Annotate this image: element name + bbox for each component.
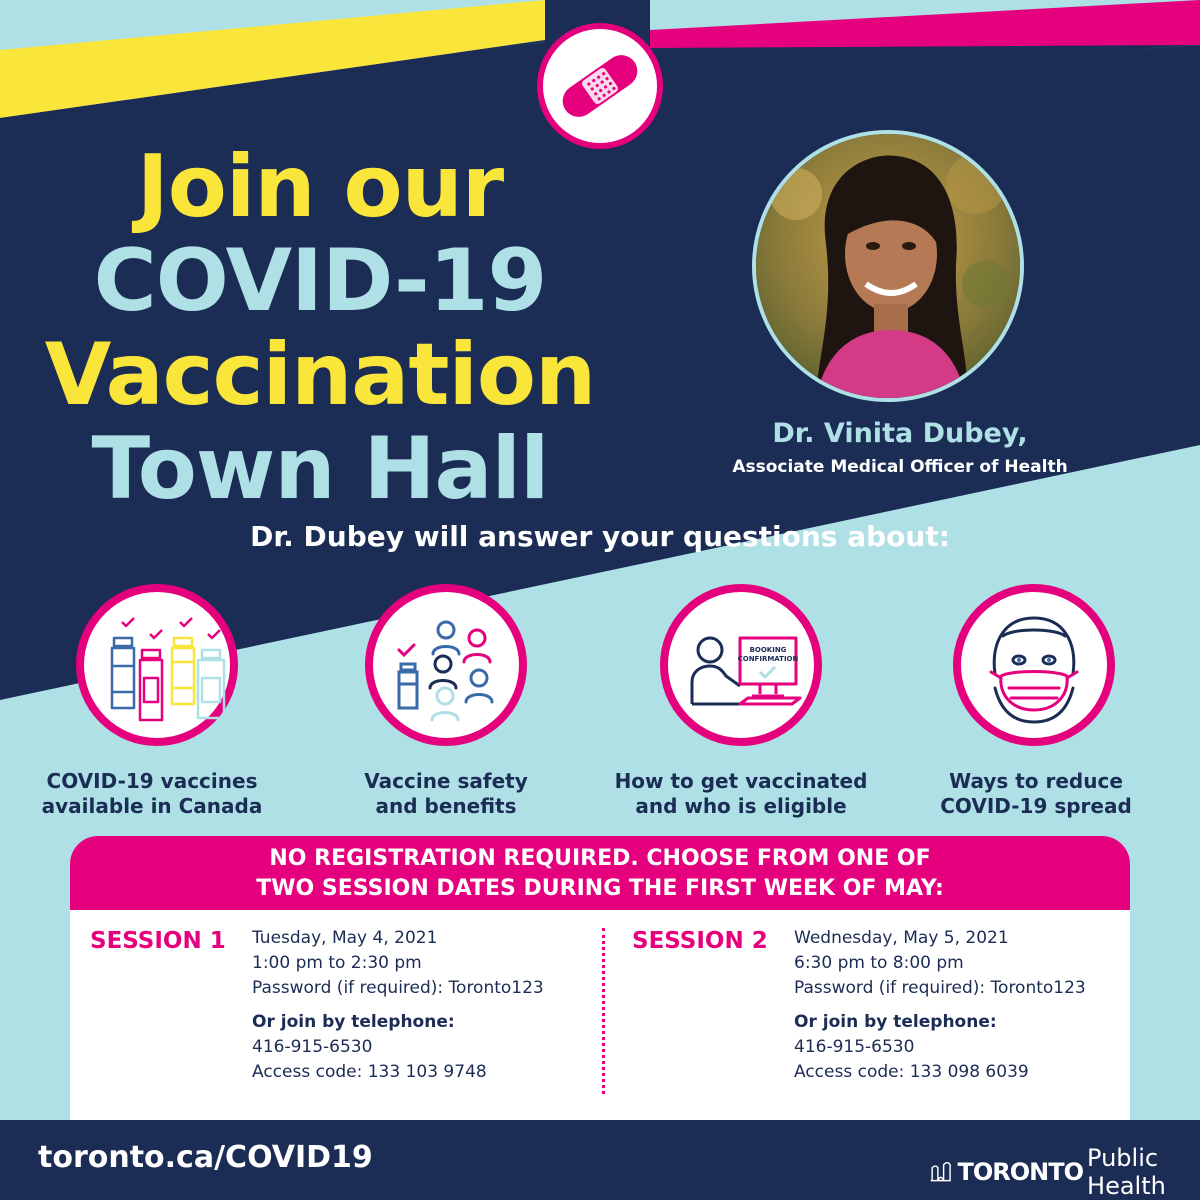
session-1-password: Password (if required): Toronto123 (252, 978, 544, 998)
headline-line-1: Join our (136, 137, 504, 237)
logo-text-public-health: Public Health (1087, 1144, 1166, 1200)
people-vaccine-icon (373, 592, 519, 738)
speaker-title: Associate Medical Officer of Health (732, 457, 1068, 477)
vaccine-vials-icon (84, 592, 230, 738)
session-1-date: Tuesday, May 4, 2021 (252, 928, 438, 948)
session-1-phone: 416-915-6530 (252, 1037, 373, 1057)
session-2-access-code: Access code: 133 098 6039 (794, 1062, 1029, 1082)
topic-label-line: and benefits (375, 794, 517, 818)
session-2-label: SESSION 2 (632, 928, 768, 954)
headline (40, 137, 600, 519)
topic-circle-booking (660, 584, 822, 746)
topic-label-vaccines (12, 769, 292, 819)
topic-label-line: available in Canada (41, 794, 263, 818)
session-2-phone: 416-915-6530 (794, 1037, 915, 1057)
bandage-badge (536, 22, 664, 150)
sessions-header (70, 836, 1130, 910)
topic-label-line: COVID-19 spread (940, 794, 1132, 818)
footer-url-link[interactable]: toronto.ca/COVID19 (38, 1140, 373, 1175)
session-2-phone-heading: Or join by telephone: (794, 1012, 997, 1032)
intro-text: Dr. Dubey will answer your questions about: (250, 520, 950, 553)
logo-text-toronto: TORONTO (957, 1158, 1084, 1186)
speaker-portrait-illustration (756, 134, 1020, 398)
topic-label-booking (601, 769, 881, 819)
session-1-label: SESSION 1 (90, 928, 226, 954)
session-2-date: Wednesday, May 5, 2021 (794, 928, 1009, 948)
topic-circle-safety (365, 584, 527, 746)
city-hall-icon (930, 1158, 952, 1186)
topic-label-safety (306, 769, 586, 819)
session-2-time: 6:30 pm to 8:00 pm (794, 953, 964, 973)
booking-screen-text-1: BOOKING (749, 646, 787, 654)
headline-line-4: Town Hall (91, 419, 549, 519)
session-1-time: 1:00 pm to 2:30 pm (252, 953, 422, 973)
topic-circle-mask (953, 584, 1115, 746)
footer (0, 1120, 1200, 1200)
headline-line-2: COVID-19 (93, 231, 547, 331)
topic-label-mask (896, 769, 1176, 819)
topic-label-line: COVID-19 vaccines (46, 769, 258, 793)
topic-circle-vaccines (76, 584, 238, 746)
session-2-password: Password (if required): Toronto123 (794, 978, 1086, 998)
sessions-divider (602, 928, 605, 1094)
speaker-name: Dr. Vinita Dubey, (772, 418, 1028, 449)
booking-computer-icon (668, 592, 814, 738)
toronto-public-health-logo (930, 1144, 1200, 1200)
sessions-panel (70, 836, 1130, 1120)
headline-line-3: Vaccination (44, 325, 596, 425)
topic-label-line: Vaccine safety (364, 769, 528, 793)
topic-label-line: Ways to reduce (949, 769, 1123, 793)
booking-screen-text-2: CONFIRMATION (737, 655, 799, 663)
session-1-phone-heading: Or join by telephone: (252, 1012, 455, 1032)
speaker-photo (752, 130, 1024, 402)
topic-label-line: and who is eligible (635, 794, 847, 818)
sessions-header-line-1: NO REGISTRATION REQUIRED. CHOOSE FROM ONE OF (269, 846, 931, 871)
topic-label-line: How to get vaccinated (614, 769, 868, 793)
sessions-header-line-2: TWO SESSION DATES DURING THE FIRST WEEK OF MAY: (256, 876, 944, 901)
session-1-access-code: Access code: 133 103 9748 (252, 1062, 487, 1082)
face-mask-icon (961, 592, 1107, 738)
